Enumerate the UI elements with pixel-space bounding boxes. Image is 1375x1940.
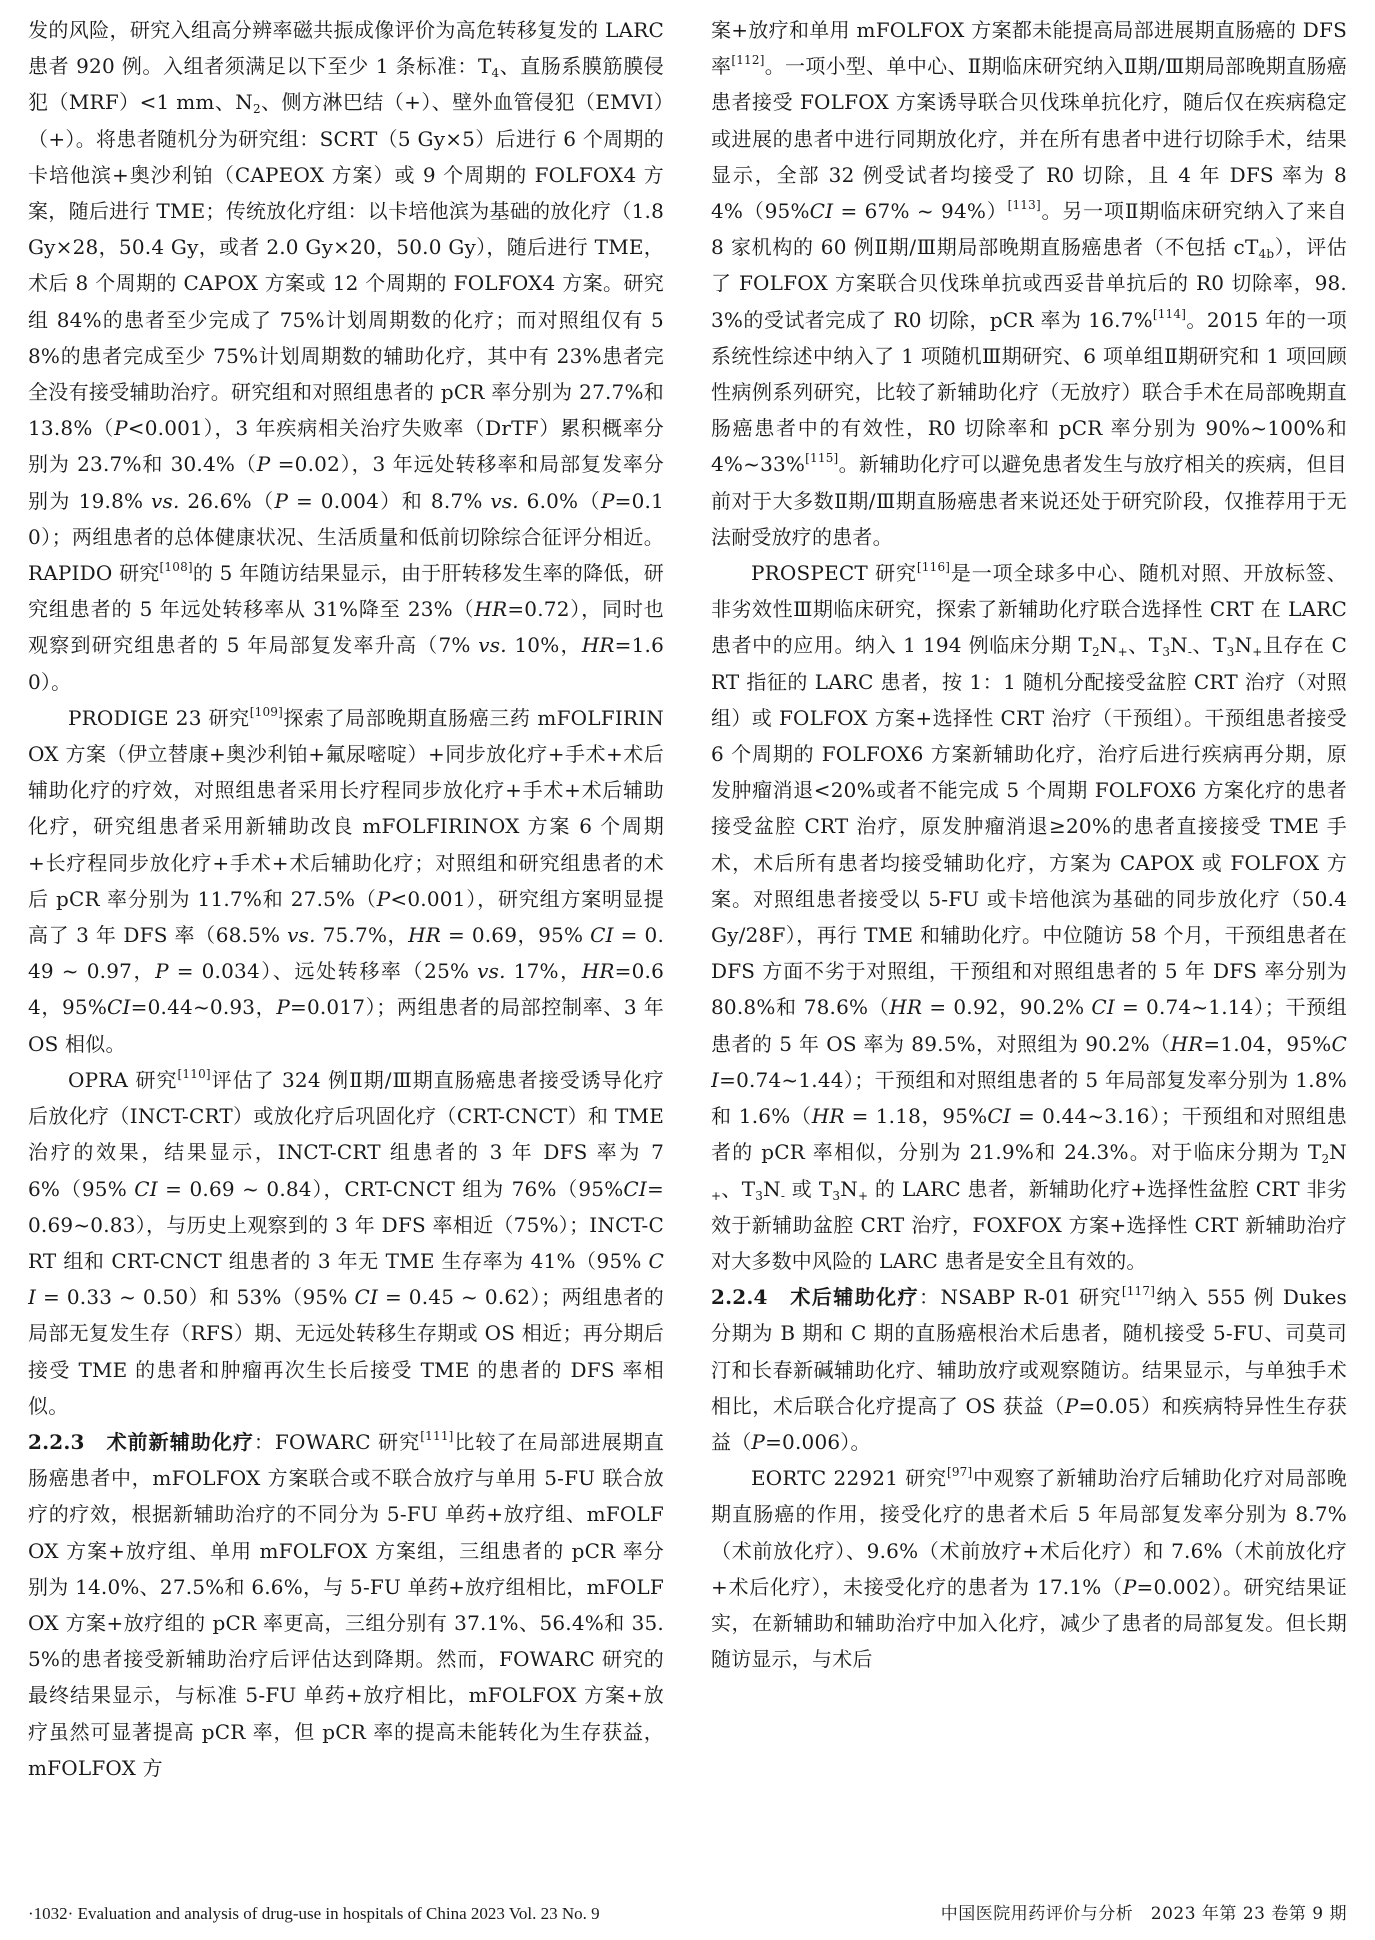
text-run: N <box>840 1176 858 1201</box>
italic-term: HR <box>1170 1031 1204 1056</box>
text-run: 17%， <box>505 959 582 984</box>
subscript: 3 <box>832 1188 841 1203</box>
text-run: 的 LARC 患者，新辅助化疗+选择性盆腔 CRT 非劣效于新辅助盆腔 CRT 治疗，FOXFOX 方案+选择性 CRT 新辅助治疗对大多数中风险的 LARC 患者是安全且有效的。 <box>711 1176 1347 1273</box>
right-column <box>711 12 1347 1842</box>
paragraph <box>28 1424 664 1786</box>
text-run: = 0.44~3.16）；干预组和对照组患者的 pCR 率相似，分别为 21.9%和 24.3%。对于临床分期为 T <box>711 1104 1347 1165</box>
text-run: =0.006）。 <box>765 1429 871 1454</box>
subscript: 4b <box>1258 247 1275 262</box>
text-run: 、T <box>721 1176 756 1201</box>
text-run: 6.0%（ <box>518 488 601 513</box>
text-run: 评估了 324 例Ⅱ期/Ⅲ期直肠癌患者接受诱导化疗后放化疗（INCT-CRT）或放化疗后巩固化疗（CRT-CNCT）和 TME 治疗的效果，结果显示，INCT-CRT 组患者的 3 年 DFS 率为 76%（95% <box>28 1067 664 1201</box>
text-run: 。另一项Ⅱ期临床研究纳入了来自 8 家机构的 60 例Ⅱ期/Ⅲ期局部晚期直肠癌患者（不包括 cT <box>711 199 1347 260</box>
italic-term: CI <box>134 1176 158 1201</box>
text-run: 。2015 年的一项系统性综述中纳入了 1 项随机Ⅲ期研究、6 项单组Ⅱ期研究和 1 项回顾性病例系列研究，比较了新辅助化疗（无放疗）联合手术在局部晚期直肠癌患者中的有效性，R0 切除率和 pCR 率分别为 90%~100%和 4%~33% <box>711 307 1347 477</box>
italic-term: vs. <box>151 488 180 513</box>
italic-term: P <box>751 1429 766 1454</box>
text-run: PRODIGE 23 研究 <box>68 705 250 730</box>
text-run: = 0.33 ~ 0.50）和 53%（95% <box>36 1285 355 1310</box>
italic-term: HR <box>581 959 615 984</box>
paragraph <box>28 700 664 1062</box>
subscript: - <box>1187 645 1193 660</box>
subscript: + <box>1252 645 1263 660</box>
text-run: 纳入 555 例 Dukes 分期为 B 期和 C 期的直肠癌根治术后患者，随机接受 5-FU、司莫司汀和长春新碱辅助化疗、辅助放疗或观察随访。结果显示，与单独手术相比，术后联合化疗提高了 OS 获益（ <box>711 1285 1347 1418</box>
subscript: + <box>1117 645 1128 660</box>
text-run: = 0.74~1.14）；干预组患者的 5 年 OS 率为 89.5%，对照组为 90.2%（ <box>711 995 1347 1056</box>
text-run: =1.60）。 <box>28 633 664 694</box>
text-run: 发的风险，研究入组高分辨率磁共振成像评价为高危转移复发的 LARC 患者 920 例。入组者须满足以下至少 1 条标准：T <box>28 18 664 79</box>
text-run: =0.017）；两组患者的局部控制率、3 年 OS 相似。 <box>28 995 664 1056</box>
text-run: =0.002）。研究结果证实，在新辅助和辅助治疗中加入化疗，减少了患者的局部复发。但长期随访显示，与术后 <box>711 1574 1347 1672</box>
text-run: =0.69~0.83），与历史上观察到的 3 年 DFS 率相近（75%）；INCT-CRT 组和 CRT-CNCT 组患者的 3 年无 TME 生存率为 41%（95% <box>28 1176 664 1273</box>
italic-term: CI <box>107 995 131 1020</box>
text-run: ：NSABP R-01 研究 <box>919 1285 1122 1310</box>
italic-term: P <box>376 886 391 911</box>
text-run: 探索了局部晚期直肠癌三药 mFOLFIRINOX 方案（伊立替康+奥沙利铂+氟尿嘧啶）+同步放化疗+手术+术后辅助化疗的疗效，对照组患者采用长疗程同步放化疗+手术+术后辅助化疗，研究组患者采用新辅助改良 mFOLFIRINOX 方案 6 个周期+长疗程同步放化疗+手术+术后辅助化疗；对照组和研究组患者的术后 pCR 率分别为 11.7%和 27.5%（ <box>28 705 664 911</box>
text-run: 、侧方淋巴结（+）、壁外血管侵犯（EMVI）（+）。将患者随机分为研究组：SCRT（5 Gy×5）后进行 6 个周期的卡培他滨+奥沙利铂（CAPEOX 方案）或 9 个周期的 FOLFOX4 方案，随后进行 TME；传统放化疗组：以卡培他滨为基础的放化疗（1.8 Gy×28，50.4 Gy，或者 2.0 Gy×20，50.0 Gy），随后进行 TME，术后 8 个周期的 CAPOX 方案或 12 个周期的 FOLFOX4 方案。研究组 84%的患者至少完成了 75%计划周期数的化疗；而对照组仅有 58%的患者完成至少 75%计划周期数的辅助化疗，其中有 23%患者完全没有接受辅助治疗。研究组和对照组患者的 pCR 率分别为 27.7%和 13.8%（ <box>28 90 664 441</box>
italic-term: CI <box>1091 995 1115 1020</box>
text-run: PROSPECT 研究 <box>751 561 917 586</box>
subscript: - <box>780 1188 786 1203</box>
subscript: + <box>711 1188 722 1203</box>
italic-term: P <box>276 995 290 1020</box>
text-run: N <box>1234 633 1253 658</box>
text-run: 、直肠系膜筋膜侵犯（MRF）<1 mm、N <box>28 54 664 115</box>
italic-term: P <box>256 452 271 477</box>
italic-term: P <box>155 959 169 984</box>
citation-ref: [109] <box>249 704 284 719</box>
paragraph <box>711 1460 1347 1677</box>
italic-term: HR <box>889 995 923 1020</box>
text-run: = 0.034）、远处转移率（25% <box>168 959 478 984</box>
subscript: 3 <box>1162 645 1171 660</box>
italic-term: HR <box>811 1104 845 1129</box>
text-run: <0.001），研究组方案明显提高了 3 年 DFS 率（68.5% <box>28 886 664 948</box>
text-run: 、T <box>1127 633 1163 658</box>
italic-term: P <box>1064 1393 1079 1418</box>
text-run: =1.04，95% <box>1203 1031 1332 1056</box>
text-run: 10%， <box>506 633 582 658</box>
footer-journal-chinese: 中国医院用药评价与分析 2023 年第 23 卷第 9 期 <box>940 1904 1347 1924</box>
italic-term: HR <box>474 597 508 622</box>
citation-ref: [111] <box>420 1428 454 1443</box>
text-run: N <box>763 1176 781 1201</box>
paragraph <box>28 1062 664 1424</box>
text-run: EORTC 22921 研究 <box>751 1466 947 1491</box>
subscript: 3 <box>1226 645 1235 660</box>
text-run: = 67% ~ 94%） <box>833 199 1008 224</box>
citation-ref: [114] <box>1152 306 1187 321</box>
subscript: 3 <box>755 1188 764 1203</box>
article-page <box>28 12 1347 1842</box>
italic-term: CI <box>623 1176 648 1201</box>
text-run: 中观察了新辅助治疗后辅助化疗对局部晚期直肠癌的作用，接受化疗的患者术后 5 年局部复发率分别为 8.7%（术前放化疗）、9.6%（术前放疗+术后化疗）和 7.6%（术前放化疗+术后化疗），未接受化疗的患者为 17.1%（ <box>711 1466 1347 1599</box>
citation-ref: [108] <box>159 560 193 575</box>
citation-ref: [116] <box>916 560 951 575</box>
italic-term: HR <box>581 633 615 658</box>
text-run: = 0.69 ~ 0.84），CRT-CNCT 组为 76%（95% <box>157 1176 624 1201</box>
text-run: =0.74~1.44）；干预组和对照组患者的 5 年局部复发率分别为 1.8%和 1.6%（ <box>711 1067 1347 1129</box>
text-run: ：FOWARC 研究 <box>253 1429 421 1454</box>
text-run: =0.10）；两组患者的总体健康状况、生活质量和低前切除综合征评分相近。RAPIDO 研究 <box>28 488 664 586</box>
text-run: 案+放疗和单用 mFOLFOX 方案都未能提高局部进展期直肠癌的 DFS 率 <box>711 18 1347 79</box>
section-heading: 2.2.4 术后辅助化疗 <box>711 1285 920 1310</box>
text-run: N <box>1099 633 1118 658</box>
text-run: <0.001），3 年疾病相关治疗失败率（DrTF）累积概率分别为 23.7%和 30.4%（ <box>28 416 664 477</box>
italic-term: vs. <box>287 923 316 948</box>
paragraph <box>711 1279 1347 1460</box>
subscript: 4 <box>491 66 500 81</box>
text-run: = 0.45 ~ 0.62）；两组患者的局部无复发生存（RFS）期、无远处转移生存期或 OS 相近；再分期后接受 TME 的患者和肿瘤再次生长后接受 TME 的患者的 DFS 率相似。 <box>28 1285 664 1418</box>
text-run: 的 5 年随访结果显示，由于肝转移发生率的降低，研究组患者的 5 年远处转移率从 31%降至 23%（ <box>28 561 664 622</box>
subscript: 2 <box>1092 645 1100 660</box>
italic-term: P <box>600 488 615 513</box>
citation-ref: [97] <box>946 1465 973 1480</box>
italic-term: vs. <box>477 959 506 984</box>
paragraph <box>711 12 1347 555</box>
italic-term: vs. <box>478 633 507 658</box>
text-run: 、T <box>1192 633 1227 658</box>
text-run: ），评估了 FOLFOX 方案联合贝伐珠单抗或西妥昔单抗后的 R0 切除率，98.3%的受试者完成了 R0 切除，pCR 率为 16.7% <box>711 235 1347 332</box>
text-run: N <box>1329 1140 1347 1165</box>
paragraph <box>28 12 664 700</box>
text-run: =0.02），3 年远处转移率和局部复发率分别为 19.8% <box>28 452 664 513</box>
footer-journal-english: ·1032· Evaluation and analysis of drug-use in hospitals of China 2023 Vol. 23 No. 9 <box>28 1904 600 1923</box>
text-run: = 0.49 ~ 0.97， <box>28 923 664 984</box>
text-run: 26.6%（ <box>179 488 275 513</box>
italic-term: CI <box>354 1285 379 1310</box>
italic-term: P <box>114 416 128 441</box>
citation-ref: [115] <box>805 451 839 466</box>
italic-term: CI <box>711 1031 1347 1092</box>
text-run: N <box>1170 633 1188 658</box>
citation-ref: [113] <box>1007 198 1041 213</box>
subscript: + <box>857 1188 869 1203</box>
text-run: 75.7%， <box>315 923 409 948</box>
subscript: 2 <box>252 102 261 117</box>
text-run: 是一项全球多中心、随机对照、开放标签、非劣效性Ⅲ期临床研究，探索了新辅助化疗联合选择性 CRT 在 LARC 患者中的应用。纳入 1 194 例临床分期 T <box>711 561 1347 658</box>
text-run: =0.05）和疾病特异性生存获益（ <box>711 1393 1347 1454</box>
paragraph <box>711 555 1347 1279</box>
italic-term: CI <box>590 923 614 948</box>
italic-term: CI <box>987 1104 1011 1129</box>
text-run: OPRA 研究 <box>68 1067 178 1092</box>
text-run: = 0.92，90.2% <box>922 995 1092 1020</box>
citation-ref: [117] <box>1121 1284 1156 1299</box>
citation-ref: [112] <box>731 53 765 68</box>
italic-term: vs. <box>490 488 519 513</box>
text-run: 比较了在局部进展期直肠癌患者中，mFOLFOX 方案联合或不联合放疗与单用 5-FU 联合放疗的疗效，根据新辅助治疗的不同分为 5-FU 单药+放疗组、mFOLFOX 方案+放疗组、单用 mFOLFOX 方案组，三组患者的 pCR 率分别为 14.0%、27.5%和 6.6%，与 5-FU 单药+放疗组相比，mFOLFOX 方案+放疗组的 pCR 率更高，三组分别有 37.1%、56.4%和 35.5%的患者接受新辅助治疗后评估达到降期。然而，FOWARC 研究的最终结果显示，与标准 5-FU 单药+放疗相比，mFOLFOX 方案+放疗虽然可显著提高 pCR 率，但 pCR 率的提高未能转化为生存获益，mFOLFOX 方 <box>28 1429 664 1780</box>
text-run: =0.64，95% <box>28 959 664 1020</box>
text-run: 或 T <box>785 1176 833 1201</box>
citation-ref: [110] <box>177 1066 211 1081</box>
left-column <box>28 12 664 1842</box>
text-run: 。新辅助化疗可以避免患者发生与放疗相关的疾病，但目前对于大多数Ⅱ期/Ⅲ期直肠癌患者来说还处于研究阶段，仅推荐用于无法耐受放疗的患者。 <box>711 452 1347 549</box>
text-run: = 0.004）和 8.7% <box>288 488 491 513</box>
subscript: 2 <box>1321 1152 1330 1167</box>
section-heading: 2.2.3 术前新辅助化疗 <box>28 1429 254 1454</box>
text-run: 。一项小型、单中心、Ⅱ期临床研究纳入Ⅱ期/Ⅲ期局部晚期直肠癌患者接受 FOLFOX 方案诱导联合贝伐珠单抗化疗，随后仅在疾病稳定或进展的患者中进行同期放化疗，并在所有患者中进行切除手术，结果显示，全部 32 例受试者均接受了 R0 切除，且 4 年 DFS 率为 84%（95% <box>711 54 1347 224</box>
text-run: =0.72），同时也观察到研究组患者的 5 年局部复发率升高（7% <box>28 597 664 658</box>
text-run: =0.44~0.93， <box>130 995 277 1020</box>
italic-term: HR <box>408 923 442 948</box>
italic-term: P <box>1122 1574 1137 1599</box>
italic-term: P <box>274 488 289 513</box>
text-run: = 1.18，95% <box>844 1104 988 1129</box>
page-footer <box>28 1902 1347 1926</box>
italic-term: CI <box>809 199 834 224</box>
italic-term: CI <box>28 1248 664 1310</box>
text-run: 且存在 CRT 指征的 LARC 患者，按 1：1 随机分配接受盆腔 CRT 治疗（对照组）或 FOLFOX 方案+选择性 CRT 治疗（干预组）。干预组患者接受 6 个周期的 FOLFOX6 方案新辅助化疗，治疗后进行疾病再分期，原发肿瘤消退<20%或者不能完成 5 个周期 FOLFOX6 方案化疗的患者接受盆腔 CRT 治疗，原发肿瘤消退≥20%的患者直接接受 TME 手术，术后所有患者均接受辅助化疗，方案为 CAPOX 或 FOLFOX 方案。对照组患者接受以 5-FU 或卡培他滨为基础的同步放化疗（50.4 Gy/28F），再行 TME 和辅助化疗。中位随访 58 个月，干预组患者在 DFS 方面不劣于对照组，干预组和对照组患者的 5 年 DFS 率分别为 80.8%和 78.6%（ <box>711 633 1347 1020</box>
text-run: = 0.69，95% <box>441 923 591 948</box>
